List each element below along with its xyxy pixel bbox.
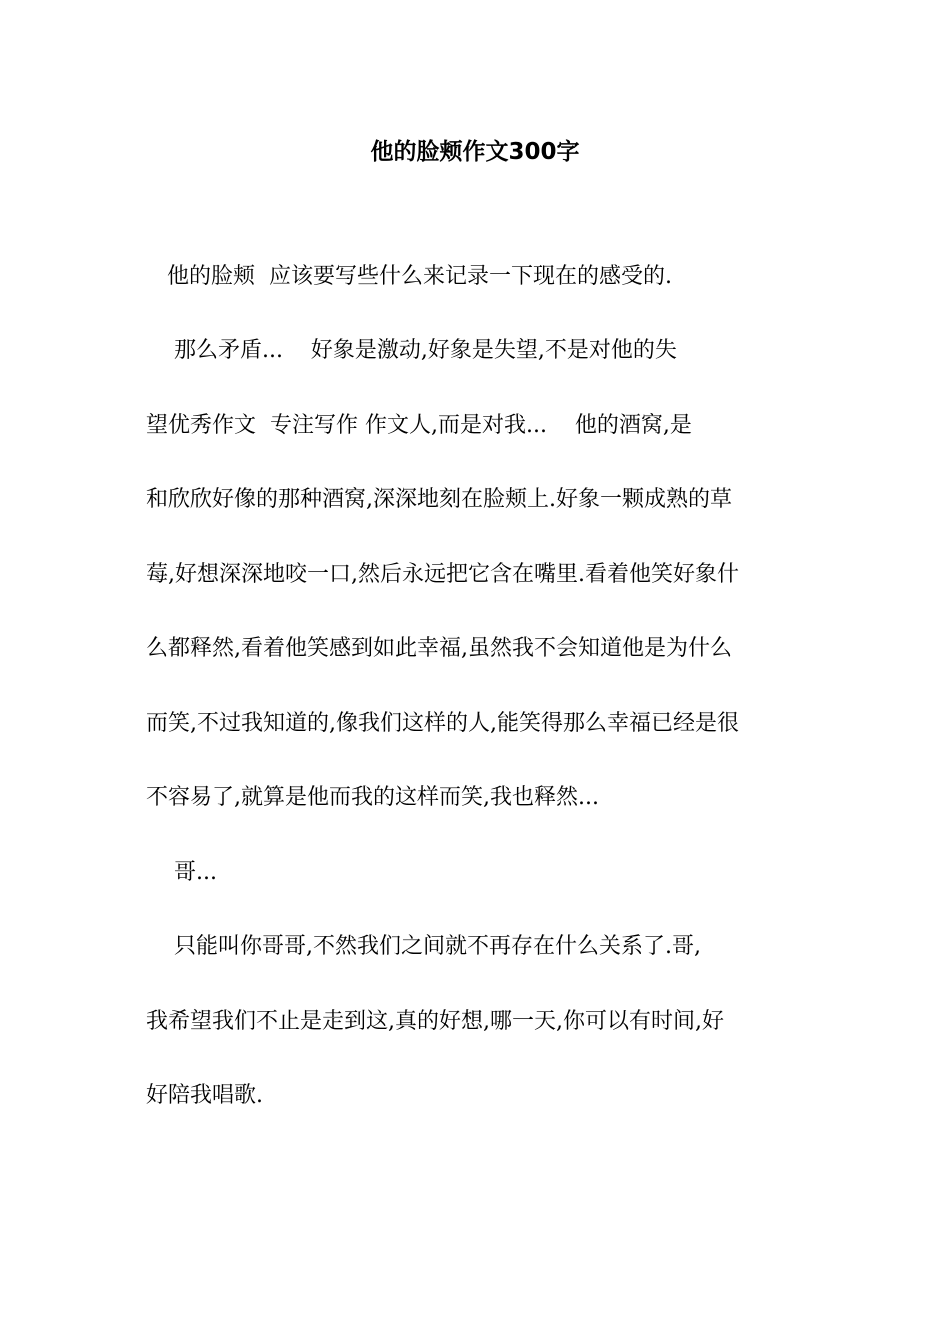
text-line: 哥...	[146, 860, 217, 885]
document-title: 他的脸颊作文300字	[370, 139, 580, 165]
text-line: 望优秀作文 专注写作 作文人,而是对我... 他的酒窝,是	[146, 413, 692, 438]
text-line: 我希望我们不止是走到这,真的好想,哪一天,你可以有时间,好	[146, 1009, 724, 1034]
text-line: 他的脸颊 应该要写些什么来记录一下现在的感受的.	[146, 264, 672, 289]
text-line: 么都释然,看着他笑感到如此幸福,虽然我不会知道他是为什么	[146, 636, 732, 661]
text-line: 只能叫你哥哥,不然我们之间就不再存在什么关系了.哥,	[146, 934, 701, 959]
text-line: 莓,好想深深地咬一口,然后永远把它含在嘴里.看着他笑好象什	[146, 562, 739, 587]
text-line: 而笑,不过我知道的,像我们这样的人,能笑得那么幸福已经是很	[146, 711, 739, 736]
text-line: 那么矛盾... 好象是激动,好象是失望,不是对他的失	[146, 338, 677, 363]
text-line: 不容易了,就算是他而我的这样而笑,我也释然...	[146, 785, 599, 810]
text-line: 好陪我唱歌.	[146, 1083, 263, 1108]
text-line: 和欣欣好像的那种酒窝,深深地刻在脸颊上.好象一颗成熟的草	[146, 487, 732, 512]
